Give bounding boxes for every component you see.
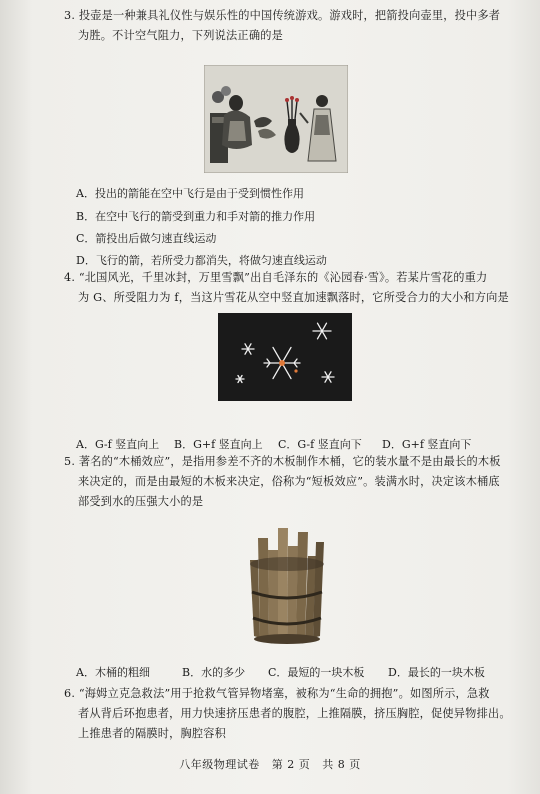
footer-total-pages: 共 8 页	[322, 758, 361, 771]
q5-option-c: C．最短的一块木板	[268, 666, 365, 679]
q5-option-b: B．水的多少	[182, 666, 246, 679]
q4-option-b: B．G+f 竖直向上	[174, 438, 263, 451]
wooden-bucket-illustration	[236, 520, 338, 648]
q4-line-1: 4. “北国风光，千里冰封，万里雪飘”出自毛泽东的《沁园春·雪》。若某片雪花的重力	[64, 271, 488, 284]
pitch-pot-painting	[204, 65, 348, 173]
footer-course: 八年级物理试卷	[179, 758, 260, 771]
snowflake-photo	[218, 313, 352, 401]
footer-page-number: 第 2 页	[271, 758, 311, 771]
question-5	[64, 452, 501, 512]
q6-line-1: 6. “海姆立克急救法”用于抢救气管异物堵塞，被称为“生命的拥抱”。如图所示，急救	[64, 687, 490, 700]
question-3	[64, 6, 500, 46]
q4-option-d: D．G+f 竖直向下	[382, 438, 472, 451]
q3-line-1: 3. 投壶是一种兼具礼仪性与娱乐性的中国传统游戏。游戏时，把箭投向壶里，投中多者	[64, 9, 501, 22]
q5-line-1: 5. 著名的“木桶效应”，是指用参差不齐的木板制作木桶，它的装水量不是由最长的木板	[64, 455, 501, 468]
page-footer	[0, 756, 540, 772]
q4-option-c: C．G-f 竖直向下	[278, 438, 362, 451]
q4-line-2: 为 G、所受阻力为 f，当这片雪花从空中竖直加速飘落时，它所受合力的大小和方向是	[78, 291, 509, 304]
q3-option-c: C．箭投出后做匀速直线运动	[76, 232, 217, 245]
q3-line-2: 为胜。不计空气阻力，下列说法正确的是	[78, 29, 283, 42]
question-4	[64, 268, 509, 308]
q3-option-a: A．投出的箭能在空中飞行是由于受到惯性作用	[76, 187, 304, 200]
q3-option-b: B．在空中飞行的箭受到重力和手对箭的推力作用	[76, 210, 316, 223]
q4-option-a: A．G-f 竖直向上	[76, 438, 160, 451]
question-6	[64, 684, 511, 744]
q5-line-2: 来决定的，而是由最短的木板来决定，俗称为“短板效应”。装满水时，决定该木桶底	[78, 475, 500, 488]
q3-option-d: D．飞行的箭，若所受力都消失，将做匀速直线运动	[76, 254, 327, 267]
q5-option-a: A．木桶的粗细	[76, 666, 150, 679]
q5-option-d: D．最长的一块木板	[388, 666, 485, 679]
q6-line-2: 者从背后环抱患者，用力快速挤压患者的腹腔，上推隔膜，挤压胸腔，促使异物排出。	[78, 707, 511, 720]
q6-line-3: 上推患者的隔膜时，胸腔容积	[78, 727, 227, 740]
q5-line-3: 部受到水的压强大小的是	[78, 495, 204, 508]
